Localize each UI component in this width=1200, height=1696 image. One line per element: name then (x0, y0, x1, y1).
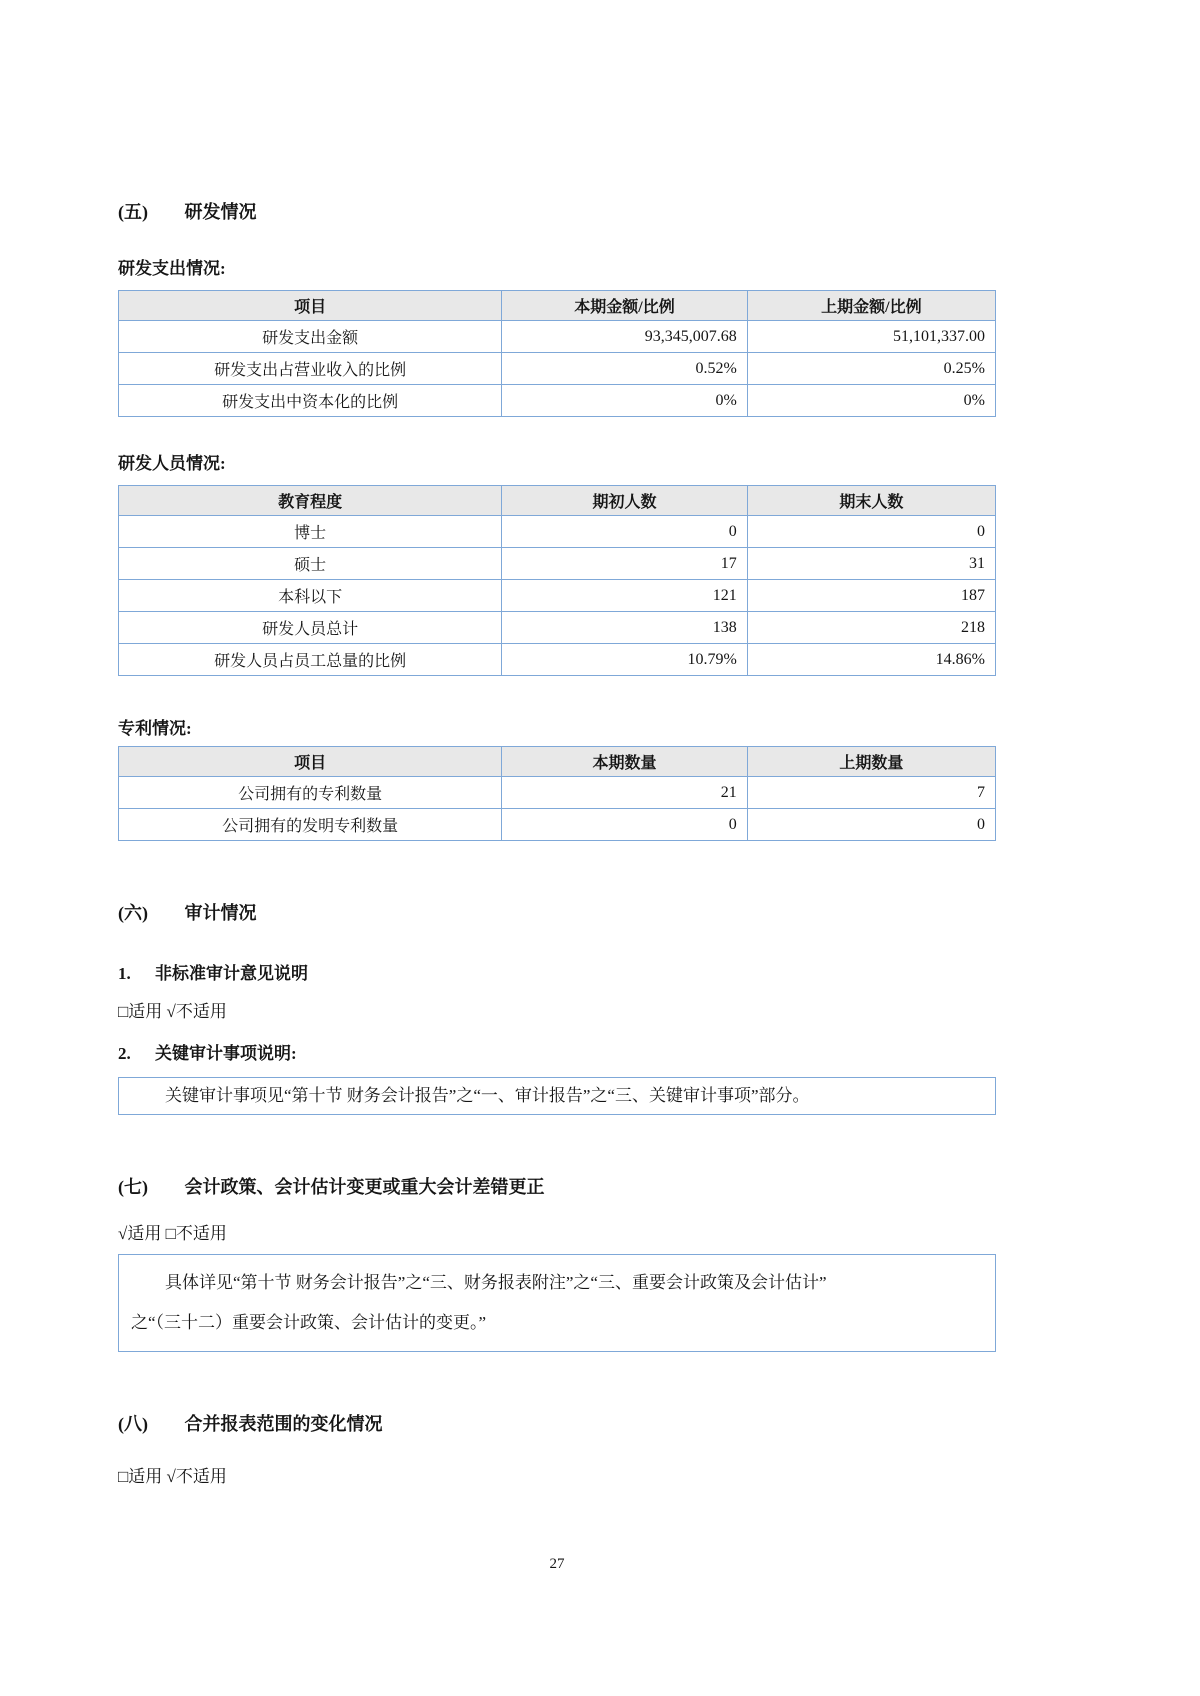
patents-caption: 专利情况: (118, 719, 192, 738)
table-row (119, 580, 996, 612)
section-5-title: 研发情况 (184, 202, 257, 222)
cell-value: 7 (747, 777, 995, 809)
page-number: 27 (549, 1556, 565, 1572)
item-number: 1. (118, 964, 131, 983)
patents-header-prior: 上期数量 (747, 747, 995, 777)
cell-value: 0.25% (747, 353, 995, 385)
applicability-line: √适用 □不适用 (118, 1224, 227, 1243)
rd-staff-header-education: 教育程度 (119, 486, 502, 516)
row-label: 研发支出中资本化的比例 (119, 385, 502, 417)
cell-value: 121 (502, 580, 748, 612)
rd-expense-header-item: 项目 (119, 291, 502, 321)
row-label: 本科以下 (119, 580, 502, 612)
row-label: 研发人员总计 (119, 612, 502, 644)
key-audit-matters-text: 关键审计事项见“第十节 财务会计报告”之“一、审计报告”之“三、关键审计事项”部分。 (165, 1086, 810, 1105)
rd-expense-header-row (119, 291, 996, 321)
accounting-policy-box (118, 1254, 996, 1352)
patents-table (118, 746, 996, 841)
row-label: 公司拥有的发明专利数量 (119, 809, 502, 841)
cell-value: 93,345,007.68 (502, 321, 748, 353)
table-row (119, 612, 996, 644)
cell-value: 138 (502, 612, 748, 644)
rd-staff-caption: 研发人员情况: (118, 454, 226, 473)
audit-item-1-heading (118, 963, 996, 985)
cell-value: 17 (502, 548, 748, 580)
cell-value: 0 (747, 809, 995, 841)
cell-value: 21 (502, 777, 748, 809)
item-number: 2. (118, 1044, 131, 1063)
rd-staff-header-end: 期末人数 (747, 486, 995, 516)
cell-value: 0% (747, 385, 995, 417)
audit-item-2-heading (118, 1043, 996, 1065)
section-8-number: (八) (118, 1414, 148, 1434)
accounting-policy-text-line2: 之“（三十二）重要会计政策、会计估计的变更。” (131, 1313, 487, 1332)
table-row (119, 777, 996, 809)
cell-value: 51,101,337.00 (747, 321, 995, 353)
cell-value: 0.52% (502, 353, 748, 385)
table-row (119, 809, 996, 841)
patents-header-current: 本期数量 (502, 747, 748, 777)
key-audit-matters-box (118, 1077, 996, 1115)
table-row (119, 321, 996, 353)
rd-expense-table (118, 290, 996, 417)
table-row (119, 385, 996, 417)
cell-value: 0% (502, 385, 748, 417)
applicability-line: □适用 √不适用 (118, 1002, 227, 1021)
item-title: 非标准审计意见说明 (155, 964, 308, 983)
applicability-line: □适用 √不适用 (118, 1467, 227, 1486)
accounting-policy-text-line1: 具体详见“第十节 财务会计报告”之“三、财务报表附注”之“三、重要会计政策及会计估计” (165, 1273, 827, 1292)
cell-value: 0 (747, 516, 995, 548)
patents-header-row (119, 747, 996, 777)
rd-staff-header-begin: 期初人数 (502, 486, 748, 516)
table-row (119, 353, 996, 385)
section-5-number: (五) (118, 202, 148, 222)
cell-value: 187 (747, 580, 995, 612)
row-label: 研发支出金额 (119, 321, 502, 353)
section-7-heading (118, 1175, 996, 1199)
rd-expense-caption: 研发支出情况: (118, 259, 226, 278)
section-7-title: 会计政策、会计估计变更或重大会计差错更正 (184, 1177, 545, 1197)
row-label: 研发支出占营业收入的比例 (119, 353, 502, 385)
section-7-number: (七) (118, 1177, 148, 1197)
item-title: 关键审计事项说明: (155, 1044, 297, 1063)
section-8-heading (118, 1412, 996, 1436)
section-6-heading (118, 901, 996, 925)
section-6-title: 审计情况 (184, 903, 257, 923)
table-row (119, 644, 996, 676)
cell-value: 218 (747, 612, 995, 644)
rd-staff-header-row (119, 486, 996, 516)
cell-value: 31 (747, 548, 995, 580)
cell-value: 0 (502, 516, 748, 548)
table-row (119, 548, 996, 580)
row-label: 公司拥有的专利数量 (119, 777, 502, 809)
section-5-heading (118, 200, 996, 224)
row-label: 硕士 (119, 548, 502, 580)
rd-expense-header-current: 本期金额/比例 (502, 291, 748, 321)
cell-value: 0 (502, 809, 748, 841)
section-6-number: (六) (118, 903, 148, 923)
table-row (119, 516, 996, 548)
patents-header-item: 项目 (119, 747, 502, 777)
rd-expense-header-prior: 上期金额/比例 (747, 291, 995, 321)
row-label: 研发人员占员工总量的比例 (119, 644, 502, 676)
cell-value: 10.79% (502, 644, 748, 676)
rd-staff-table (118, 485, 996, 676)
row-label: 博士 (119, 516, 502, 548)
section-8-title: 合并报表范围的变化情况 (184, 1414, 383, 1434)
cell-value: 14.86% (747, 644, 995, 676)
